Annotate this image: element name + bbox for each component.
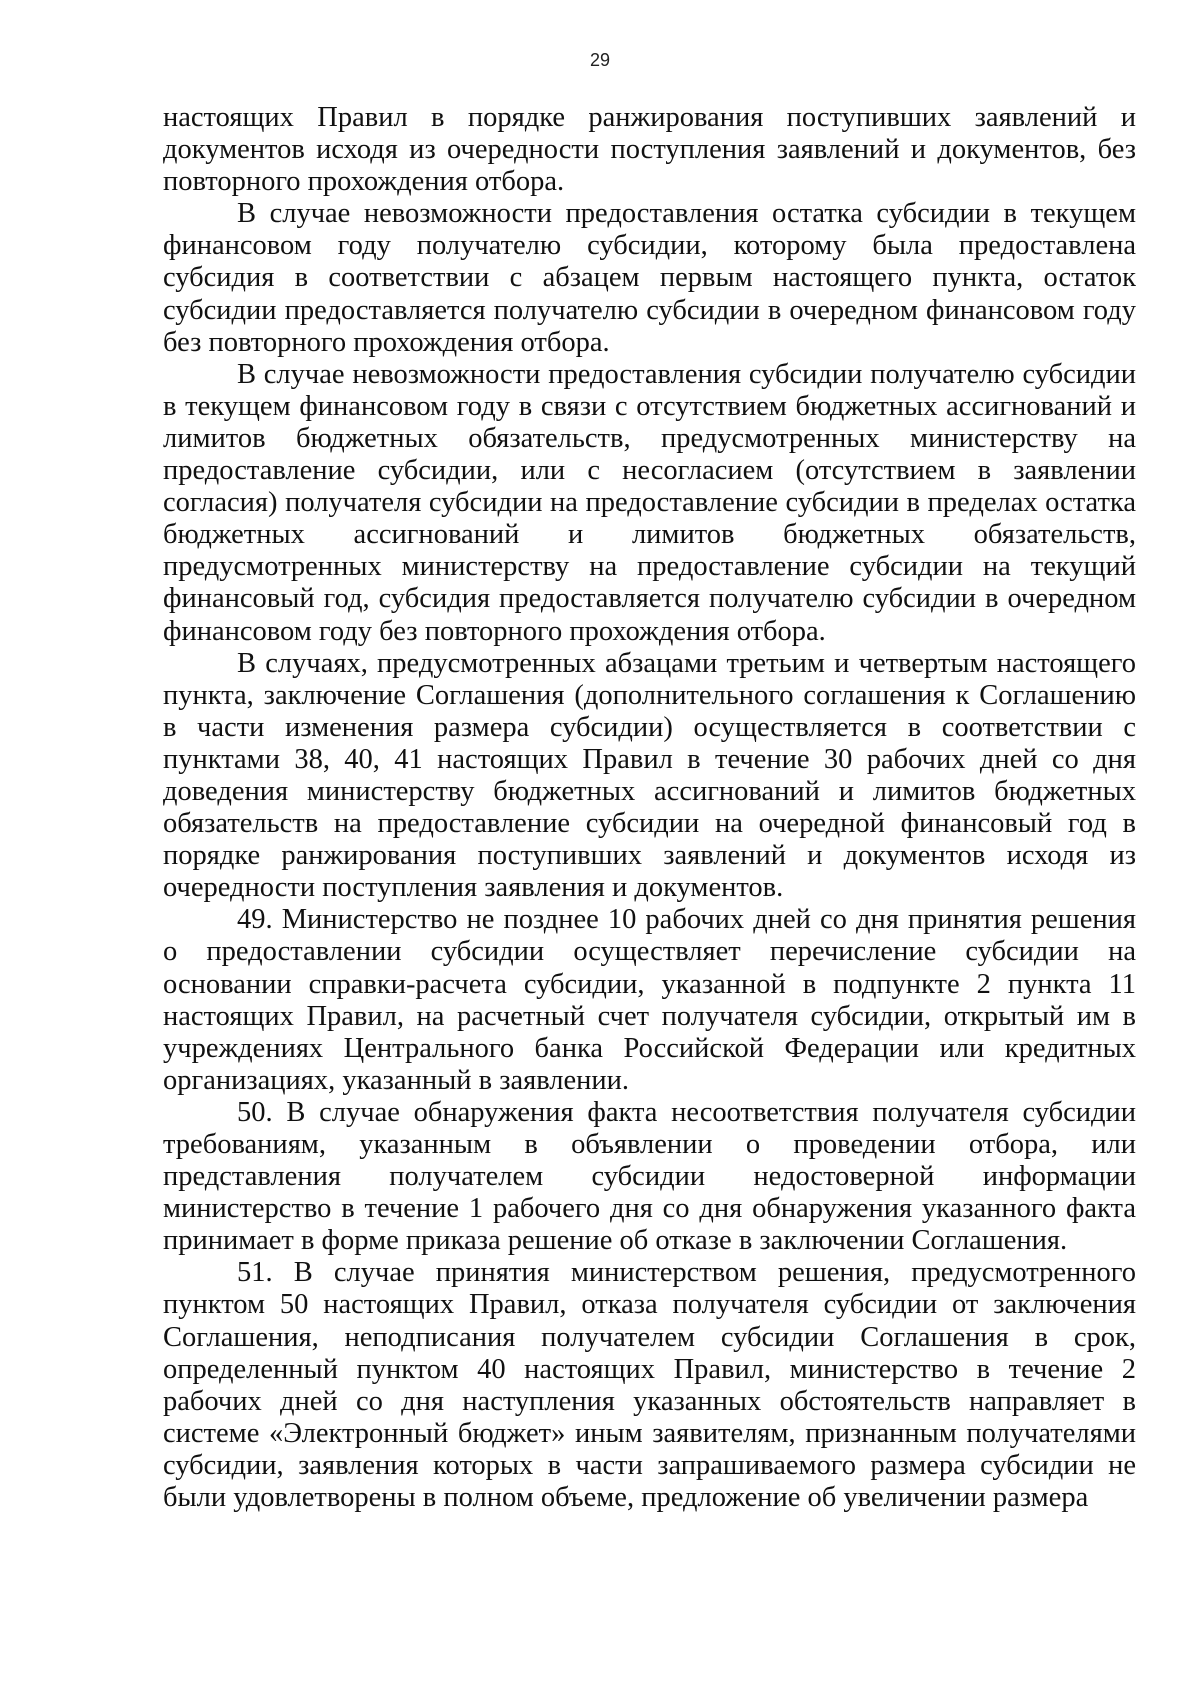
paragraph-impossibility: В случае невозможности предоставления субсидии получателю субсидии в текущем финансовом году в связи с отсутствием бюджетных ассигнований и лимитов бюджетных обязательств, предусмотренных министерству на предоставление субсидии, или с несогласием (отсутствием в заявлении согласия) получателя субсидии на предоставление субсидии в пределах остатка бюджетных ассигнований и лимитов бюджетных обязательств, предусмотренных министерству на предоставление субсидии на текущий финансовый год, субсидия предоставляется получателю субсидии в очередном финансовом году без повторного прохождения отбора. — [163, 358, 1136, 647]
paragraph-agreement-conclusion: В случаях, предусмотренных абзацами третьим и четвертым настоящего пункта, заключение Соглашения (дополнительного соглашения к Соглашению в части изменения размера субсидии) осуществляется в соответствии с пунктами 38, 40, 41 настоящих Правил в течение 30 рабочих дней со дня доведения министерству бюджетных ассигнований и лимитов бюджетных обязательств на предоставление субсидии на очередной финансовый год в порядке ранжирования поступивших заявлений и документов исходя из очередности поступления заявления и документов. — [163, 647, 1136, 904]
paragraph-continuation: настоящих Правил в порядке ранжирования поступивших заявлений и документов исходя из очередности поступления заявлений и документов, без повторного прохождения отбора. — [163, 102, 1136, 198]
paragraph-remaining-subsidy: В случае невозможности предоставления остатка субсидии в текущем финансовом году получателю субсидии, которому была предоставлена субсидия в соответствии с абзацем первым настоящего пункта, остаток субсидии предоставляется получателю субсидии в очередном финансовом году без повторного прохождения отбора. — [163, 198, 1136, 358]
paragraph-item-50: 50. В случае обнаружения факта несоответствия получателя субсидии требованиям, указанным в объявлении о проведении отбора, или представления получателем субсидии недостоверной информации министерство в течение 1 рабочего дня со дня обнаружения указанного факта принимает в форме приказа решение об отказе в заключении Соглашения. — [163, 1096, 1136, 1257]
page-number: 29 — [589, 50, 611, 70]
paragraph-item-49: 49. Министерство не позднее 10 рабочих дней со дня принятия решения о предоставлении субсидии осуществляет перечисление субсидии на основании справки-расчета субсидии, указанной в подпункте 2 пункта 11 настоящих Правил, на расчетный счет получателя субсидии, открытый им в учреждениях Центрального банка Российской Федерации или кредитных организациях, указанный в заявлении. — [163, 904, 1136, 1096]
document-body — [163, 102, 1136, 1514]
paragraph-item-51: 51. В случае принятия министерством решения, предусмотренного пунктом 50 настоящих Правил, отказа получателя субсидии от заключения Соглашения, неподписания получателем субсидии Соглашения в срок, определенный пунктом 40 настоящих Правил, министерство в течение 2 рабочих дней со дня наступления указанных обстоятельств направляет в системе «Электронный бюджет» иным заявителям, признанным получателями субсидии, заявления которых в части запрашиваемого размера субсидии не были удовлетворены в полном объеме, предложение об увеличении размера — [163, 1257, 1136, 1514]
